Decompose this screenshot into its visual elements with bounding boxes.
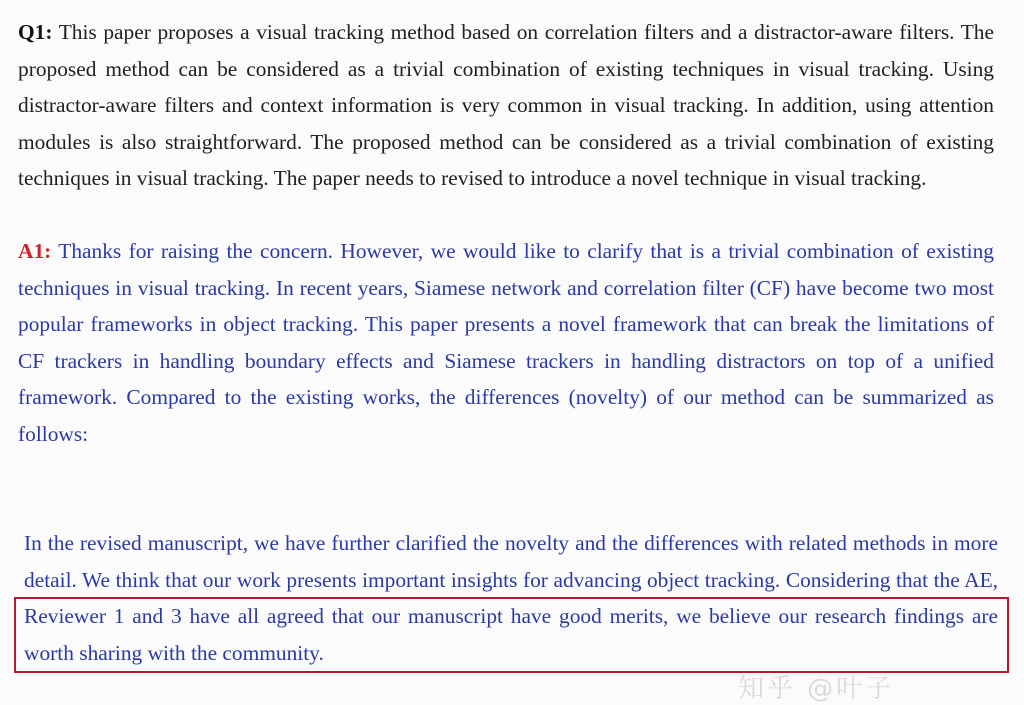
- author-answer: [18, 233, 994, 452]
- answer-text: Thanks for raising the concern. However, we would like to clarify that is a trivial combination of existing techniques in visual tracking. In recent years, Siamese network and correlation filter (CF) have become two most popular frameworks in object tracking. This paper presents a novel framework that can break the limitations of CF trackers in handling boundary effects and Siamese trackers in handling distractors on top of a unified framework. Compared to the existing works, the differences (novelty) of our method can be summarized as follows:: [18, 239, 994, 446]
- question-text: This paper proposes a visual tracking method based on correlation filters and a distractor-aware filters. The proposed method can be considered as a trivial combination of existing techniques in visual tracking. Using distractor-aware filters and context information is very common in visual tracking. In addition, using attention modules is also straightforward. The proposed method can be considered as a trivial combination of existing techniques in visual tracking. The paper needs to revised to introduce a novel technique in visual tracking.: [18, 20, 994, 190]
- closing-paragraph: [24, 525, 998, 671]
- reviewer-question: [18, 14, 994, 197]
- answer-label: A1:: [18, 239, 52, 263]
- closing-text: In the revised manuscript, we have further clarified the novelty and the differences with related methods in more detail. We think that our work presents important insights for advancing object tracking. Considering that the AE, Reviewer 1 and 3 have all agreed that our manuscript have good merits, we believe our research findings are worth sharing with the community.: [24, 531, 998, 665]
- watermark-text: 知乎 @叶子: [738, 674, 895, 704]
- question-label: Q1:: [18, 20, 53, 44]
